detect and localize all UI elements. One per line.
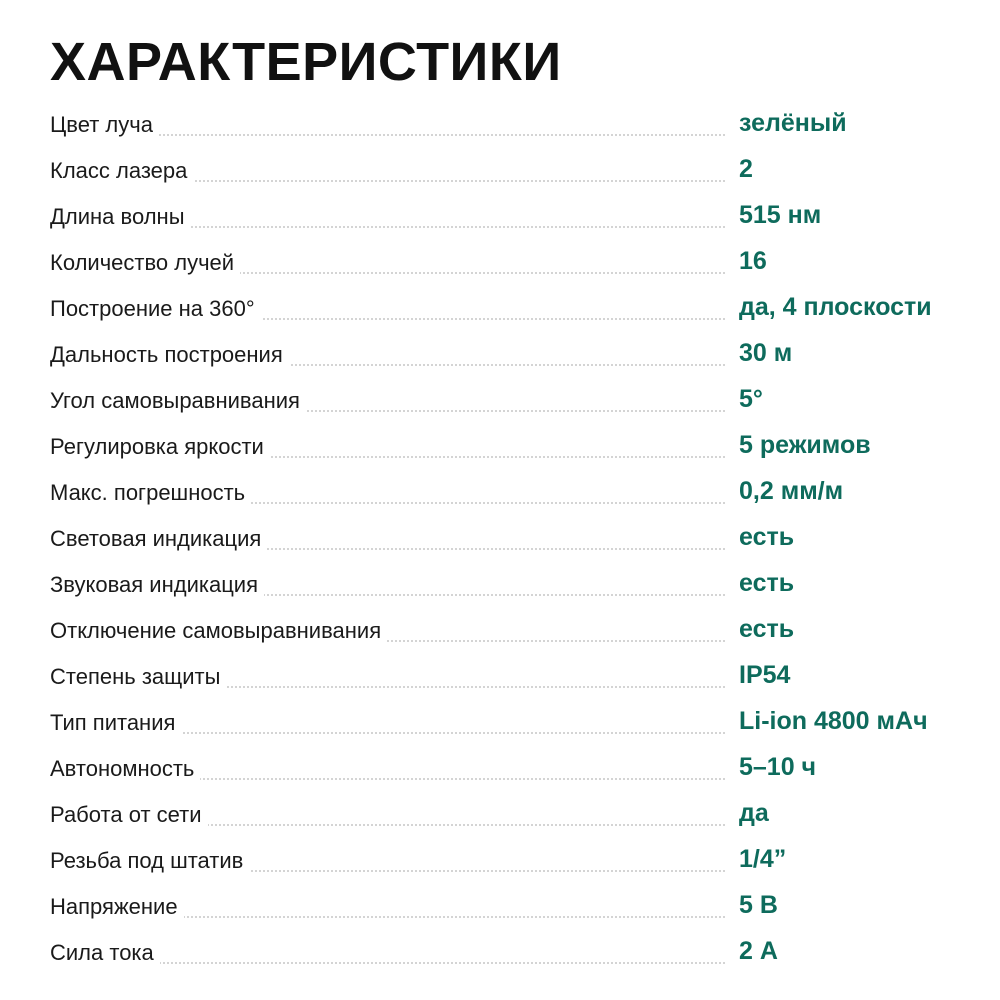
- spec-row: [50, 514, 960, 560]
- spec-value: 16: [739, 247, 767, 275]
- spec-row: [50, 560, 960, 606]
- spec-row: [50, 744, 960, 790]
- spec-value: Li-ion 4800 мАч: [739, 707, 928, 735]
- spec-row: [50, 192, 960, 238]
- spec-row: [50, 284, 960, 330]
- spec-label: Тип питания: [50, 709, 181, 737]
- spec-value: 5 режимов: [739, 431, 871, 459]
- spec-row: [50, 238, 960, 284]
- spec-row: [50, 422, 960, 468]
- spec-value: 5–10 ч: [739, 753, 817, 781]
- spec-value: 2: [739, 155, 753, 183]
- spec-value: зелёный: [739, 109, 847, 137]
- spec-value: да, 4 плоскости: [739, 293, 932, 321]
- spec-row: [50, 100, 960, 146]
- spec-row: [50, 882, 960, 928]
- spec-label: Дальность построения: [50, 341, 289, 369]
- spec-row: [50, 468, 960, 514]
- spec-label: Световая индикация: [50, 525, 267, 553]
- spec-list: [50, 100, 960, 974]
- spec-value: 2 А: [739, 937, 778, 965]
- spec-row: [50, 652, 960, 698]
- spec-value: 5 В: [739, 891, 778, 919]
- spec-value: 0,2 мм/м: [739, 477, 844, 505]
- spec-label: Макс. погрешность: [50, 479, 251, 507]
- spec-label: Регулировка яркости: [50, 433, 270, 461]
- spec-row: [50, 376, 960, 422]
- spec-value: 1/4”: [739, 845, 787, 873]
- spec-label: Сила тока: [50, 939, 160, 967]
- spec-label: Цвет луча: [50, 111, 159, 139]
- spec-row: [50, 790, 960, 836]
- spec-value: есть: [739, 615, 795, 643]
- spec-label: Угол самовыравнивания: [50, 387, 306, 415]
- spec-label: Класс лазера: [50, 157, 193, 185]
- spec-label: Звуковая индикация: [50, 571, 264, 599]
- spec-value: 515 нм: [739, 201, 822, 229]
- spec-label: Резьба под штатив: [50, 847, 249, 875]
- spec-label: Отключение самовыравнивания: [50, 617, 387, 645]
- spec-row: [50, 330, 960, 376]
- spec-row: [50, 836, 960, 882]
- spec-row: [50, 698, 960, 744]
- spec-value: IP54: [739, 661, 791, 689]
- spec-label: Построение на 360°: [50, 295, 261, 323]
- spec-label: Количество лучей: [50, 249, 240, 277]
- spec-label: Напряжение: [50, 893, 184, 921]
- spec-label: Степень защиты: [50, 663, 226, 691]
- spec-label: Автономность: [50, 755, 200, 783]
- spec-value: есть: [739, 523, 795, 551]
- spec-value: да: [739, 799, 769, 827]
- spec-label: Работа от сети: [50, 801, 208, 829]
- page-title: ХАРАКТЕРИСТИКИ: [50, 32, 562, 92]
- spec-value: 30 м: [739, 339, 793, 367]
- spec-row: [50, 606, 960, 652]
- spec-value: 5°: [739, 385, 763, 413]
- spec-label: Длина волны: [50, 203, 191, 231]
- spec-row: [50, 146, 960, 192]
- spec-value: есть: [739, 569, 795, 597]
- spec-row: [50, 928, 960, 974]
